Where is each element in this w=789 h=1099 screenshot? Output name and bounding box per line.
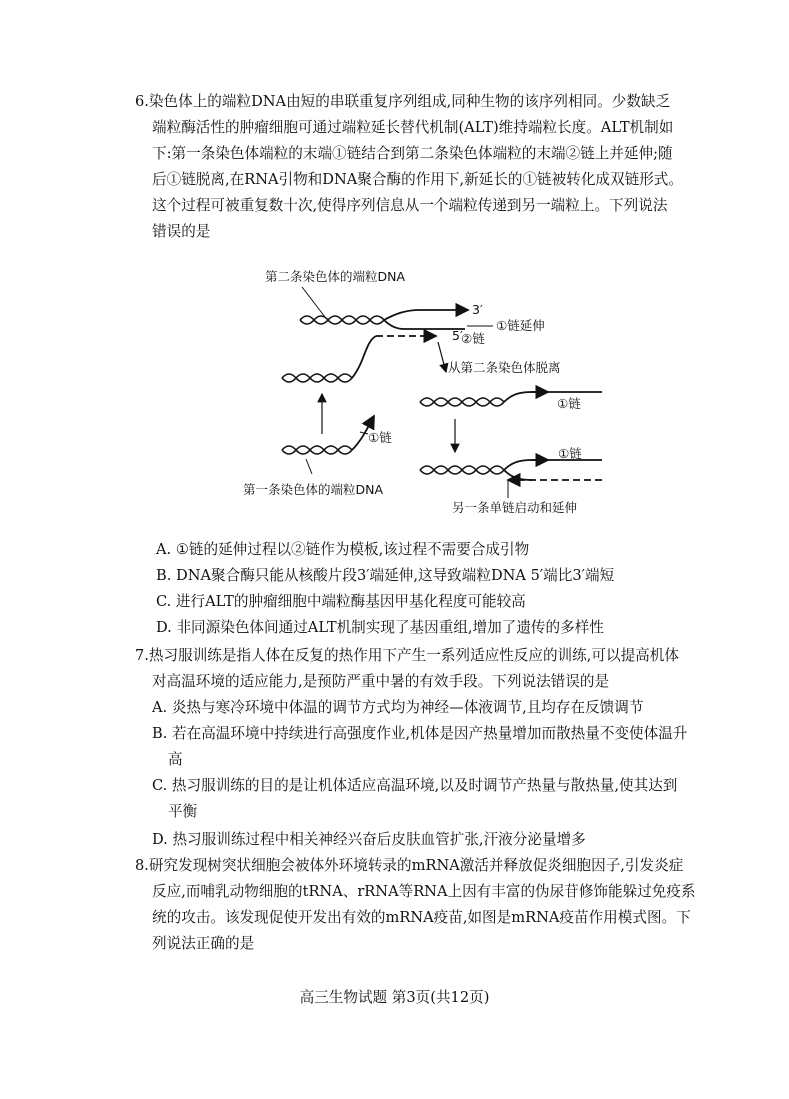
detached-strand1 xyxy=(504,392,602,402)
q8-line-2: 反应,而哺乳动物细胞的tRNA、rRNA等RNA上因有丰富的伪尿苷修饰能躲过免疫系 xyxy=(152,883,696,900)
label-3prime: 3′ xyxy=(472,302,483,317)
q6-option-c: C. 进行ALT的肿瘤细胞中端粒酶基因甲基化程度可能较高 xyxy=(156,593,526,610)
q6-line-1: 6.染色体上的端粒DNA由短的串联重复序列组成,同种生物的该序列相同。少数缺乏 xyxy=(135,93,671,110)
q7-option-b-cont: 高 xyxy=(168,751,183,768)
label-5prime: 5′ xyxy=(452,328,463,343)
pointer-line xyxy=(302,287,325,317)
label-strand2: ②链 xyxy=(461,331,485,346)
q6-option-a: A. ①链的延伸过程以②链作为模板,该过程不需要合成引物 xyxy=(156,541,530,558)
q7-option-a: A. 炎热与寒冷环境中体温的调节方式均为神经—体液调节,且均存在反馈调节 xyxy=(152,699,644,716)
q7-option-c: C. 热习服训练的目的是让机体适应高温环境,以及时调节产热量与散热量,使其达到 xyxy=(152,777,678,794)
detached-helix xyxy=(420,398,504,406)
label-first-chromosome: 第一条染色体的端粒DNA xyxy=(243,482,384,497)
label-other-strand: 另一条单链启动和延伸 xyxy=(452,500,578,515)
q7-line-2: 对高温环境的适应能力,是预防严重中暑的有效手段。下列说法错误的是 xyxy=(152,673,610,690)
q6-line-6: 错误的是 xyxy=(152,223,211,240)
q8-line-1: 8.研究发现树突状细胞会被体外环境转录的mRNA激活并释放促炎细胞因子,引发炎症 xyxy=(135,857,684,874)
label-second-chromosome: 第二条染色体的端粒DNA xyxy=(265,269,406,284)
double-strand-helix xyxy=(420,466,504,474)
q7-option-d: D. 热习服训练过程中相关神经兴奋后皮肤血管扩张,汗液分泌量增多 xyxy=(152,831,586,848)
q8-line-4: 列说法正确的是 xyxy=(152,935,255,952)
q7-option-b: B. 若在高温环境中持续进行高强度作业,机体是因产热量增加而散热量不变使体温升 xyxy=(152,725,688,742)
q8-line-3: 统的攻击。该发现促使开发出有效的mRNA疫苗,如图是mRNA疫苗作用模式图。下 xyxy=(152,909,691,926)
q6-line-3: 下:第一条染色体端粒的末端①链结合到第二条染色体端粒的末端②链上并延伸;随 xyxy=(152,145,673,162)
first-chromosome-helix-bound xyxy=(282,374,352,382)
alt-mechanism-diagram xyxy=(240,262,620,522)
q6-line-5: 这个过程可被重复数十次,使得序列信息从一个端粒传递到另一端粒上。下列说法 xyxy=(152,197,668,214)
label-strand1-a: ①链 xyxy=(368,430,392,445)
detach-arrow xyxy=(438,342,446,372)
q7-option-c-cont: 平衡 xyxy=(168,803,198,820)
label-strand1-extend: ①链延伸 xyxy=(496,318,545,333)
new-strand-start xyxy=(504,470,532,480)
label-detach: 从第二条染色体脱离 xyxy=(448,360,561,375)
label-strand1-b: ①链 xyxy=(557,396,581,411)
first-chromosome-helix xyxy=(282,446,352,454)
strand-to-3prime xyxy=(384,310,468,320)
q6-line-2: 端粒酶活性的肿瘤细胞可通过端粒延长替代机制(ALT)维持端粒长度。ALT机制如 xyxy=(152,119,674,136)
page-footer: 高三生物试题 第3页(共12页) xyxy=(299,989,490,1006)
bound-strand1 xyxy=(352,336,376,378)
q6-option-d: D. 非同源染色体间通过ALT机制实现了基因重组,增加了遗传的多样性 xyxy=(156,619,604,636)
q7-line-1: 7.热习服训练是指人体在反复的热作用下产生一系列适应性反应的训练,可以提高机体 xyxy=(135,647,679,664)
q6-option-b: B. DNA聚合酶只能从核酸片段3′端延伸,这导致端粒DNA 5′端比3′端短 xyxy=(156,567,615,584)
second-chromosome-helix xyxy=(300,316,384,324)
q6-line-4: 后①链脱离,在RNA引物和DNA聚合酶的作用下,新延长的①链被转化成双链形式。 xyxy=(152,171,683,188)
label-strand1-c: ①链 xyxy=(558,446,582,461)
pointer-first xyxy=(306,459,312,474)
strand1-final xyxy=(504,460,602,470)
